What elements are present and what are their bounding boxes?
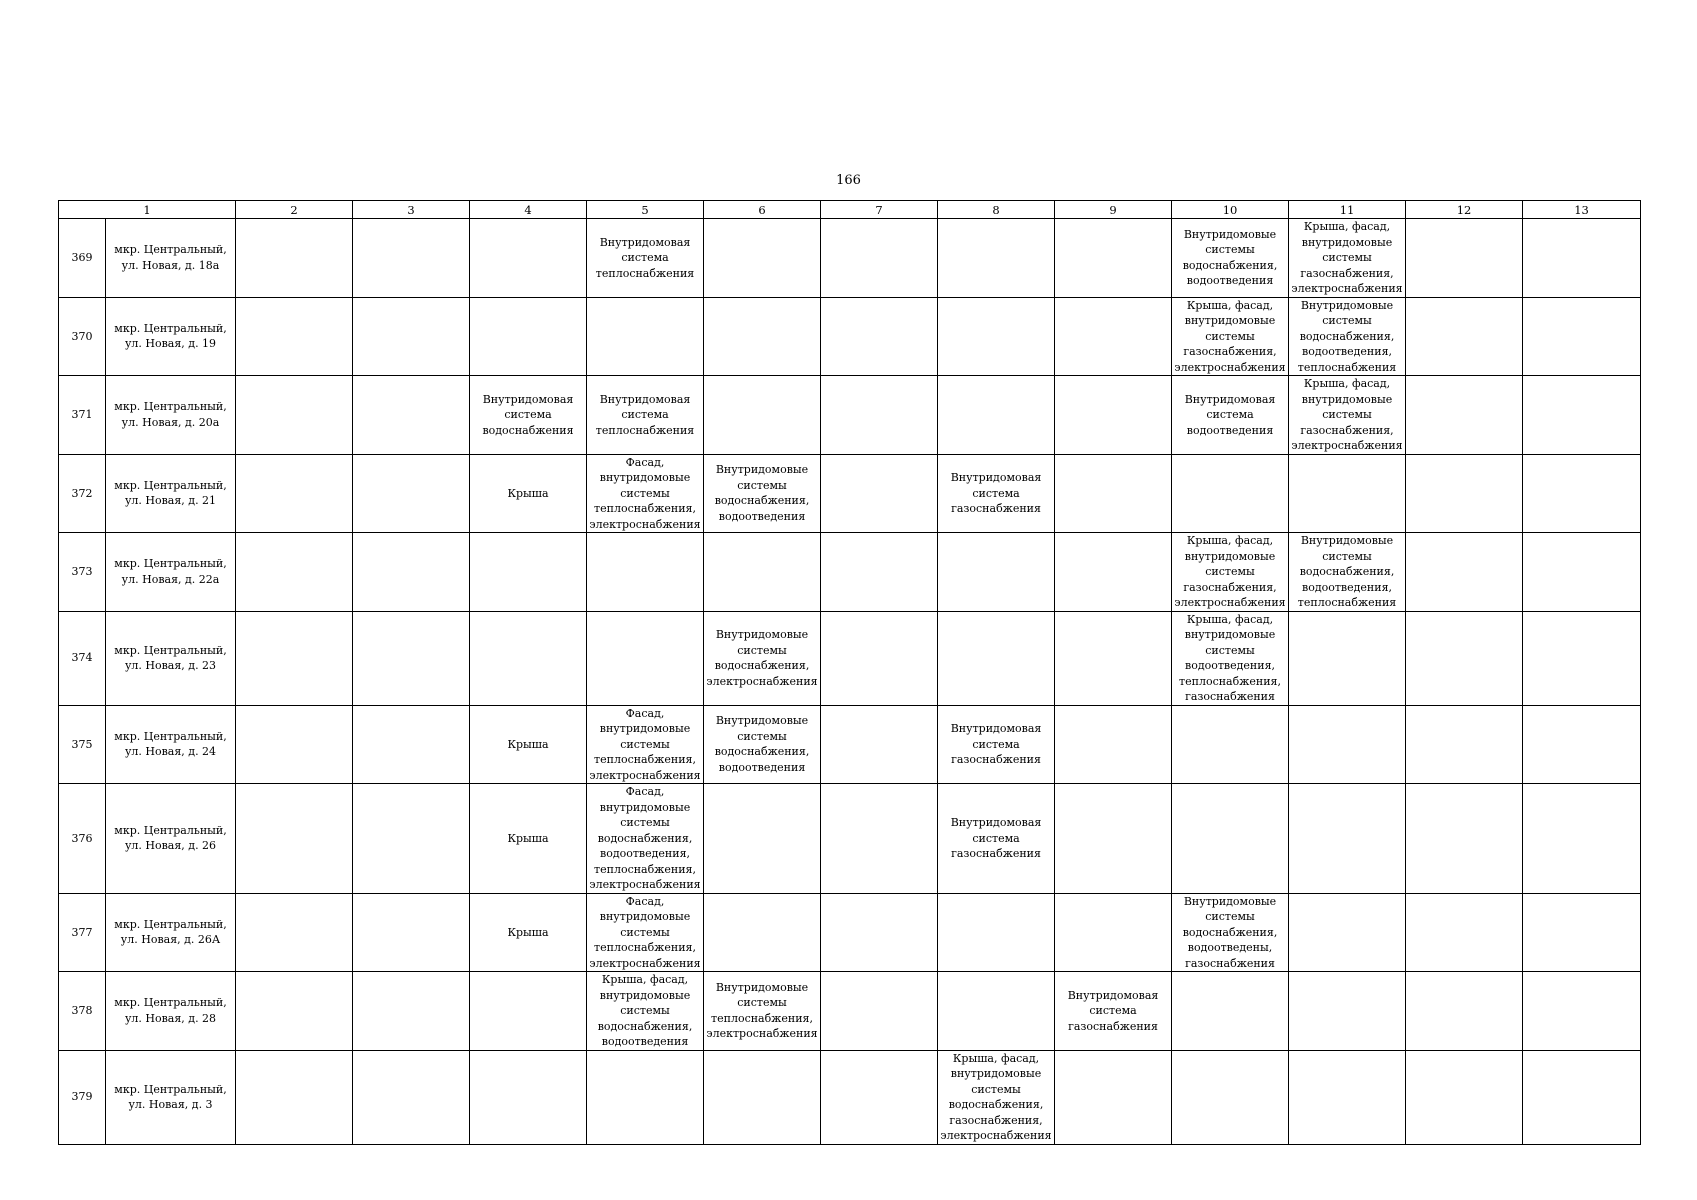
work-cell-col-12 [1406,297,1523,376]
empty-cell [353,705,470,784]
work-cell-col-9 [1055,1050,1172,1144]
work-cell-col-7 [821,893,938,972]
table-row [59,219,1641,298]
work-cell-col-10: Внутридомовая система водоотведения [1172,376,1289,455]
header-row [59,201,1641,219]
work-cell-col-7 [821,972,938,1051]
column-header: 11 [1289,201,1406,219]
row-number: 376 [59,784,106,894]
address-cell: мкр. Центральный, ул. Новая, д. 3 [106,1050,236,1144]
address-cell: мкр. Центральный, ул. Новая, д. 20а [106,376,236,455]
work-cell-col-5 [587,611,704,705]
empty-cell [236,533,353,612]
work-cell-col-11 [1289,454,1406,533]
work-cell-col-7 [821,297,938,376]
row-number: 375 [59,705,106,784]
column-header: 5 [587,201,704,219]
work-cell-col-6 [704,376,821,455]
work-cell-col-13 [1523,611,1641,705]
work-cell-col-10: Крыша, фасад, внутридомовые системы газоснабжения, электроснабжения [1172,297,1289,376]
work-cell-col-5 [587,297,704,376]
row-number: 378 [59,972,106,1051]
work-cell-col-11 [1289,893,1406,972]
work-cell-col-8 [938,893,1055,972]
work-cell-col-8 [938,219,1055,298]
work-cell-col-7 [821,533,938,612]
work-cell-col-8 [938,611,1055,705]
work-cell-col-9 [1055,376,1172,455]
empty-cell [353,219,470,298]
empty-cell [353,784,470,894]
empty-cell [236,705,353,784]
work-cell-col-4 [470,1050,587,1144]
column-header: 8 [938,201,1055,219]
work-cell-col-5: Фасад, внутридомовые системы теплоснабжения, электроснабжения [587,705,704,784]
work-cell-col-9 [1055,533,1172,612]
table-row [59,893,1641,972]
work-cell-col-9 [1055,454,1172,533]
column-header: 6 [704,201,821,219]
empty-cell [236,454,353,533]
work-cell-col-10: Крыша, фасад, внутридомовые системы водоотведения, теплоснабжения, газоснабжения [1172,611,1289,705]
table-row [59,972,1641,1051]
empty-cell [236,893,353,972]
work-cell-col-4: Крыша [470,893,587,972]
work-cell-col-12 [1406,376,1523,455]
work-cell-col-7 [821,376,938,455]
work-cell-col-4 [470,297,587,376]
work-cell-col-10: Крыша, фасад, внутридомовые системы газоснабжения, электроснабжения [1172,533,1289,612]
empty-cell [353,611,470,705]
column-header: 3 [353,201,470,219]
work-cell-col-13 [1523,893,1641,972]
address-cell: мкр. Центральный, ул. Новая, д. 28 [106,972,236,1051]
work-cell-col-8 [938,376,1055,455]
work-cell-col-12 [1406,219,1523,298]
work-cell-col-11: Крыша, фасад, внутридомовые системы газоснабжения, электроснабжения [1289,376,1406,455]
work-cell-col-9 [1055,784,1172,894]
row-number: 372 [59,454,106,533]
column-header: 1 [59,201,236,219]
table-row [59,784,1641,894]
work-cell-col-8 [938,972,1055,1051]
work-cell-col-13 [1523,297,1641,376]
table-row [59,533,1641,612]
work-cell-col-10 [1172,705,1289,784]
work-cell-col-9 [1055,297,1172,376]
work-cell-col-11: Крыша, фасад, внутридомовые системы газоснабжения, электроснабжения [1289,219,1406,298]
work-cell-col-4 [470,219,587,298]
work-cell-col-11 [1289,784,1406,894]
row-number: 377 [59,893,106,972]
work-cell-col-8: Внутридомовая система газоснабжения [938,454,1055,533]
address-cell: мкр. Центральный, ул. Новая, д. 26А [106,893,236,972]
work-cell-col-12 [1406,705,1523,784]
work-cell-col-4: Крыша [470,454,587,533]
work-cell-col-7 [821,454,938,533]
table-row [59,454,1641,533]
empty-cell [236,611,353,705]
work-cell-col-12 [1406,454,1523,533]
work-cell-col-4: Крыша [470,784,587,894]
work-cell-col-9 [1055,705,1172,784]
address-cell: мкр. Центральный, ул. Новая, д. 24 [106,705,236,784]
work-cell-col-13 [1523,972,1641,1051]
work-cell-col-6 [704,297,821,376]
table-row [59,376,1641,455]
page-number: 166 [836,173,861,188]
work-cell-col-9 [1055,611,1172,705]
empty-cell [236,297,353,376]
work-cell-col-9: Внутридомовая система газоснабжения [1055,972,1172,1051]
work-cell-col-8: Внутридомовая система газоснабжения [938,705,1055,784]
work-cell-col-5: Фасад, внутридомовые системы водоснабжения, водоотведения, теплоснабжения, электроснабжения [587,784,704,894]
work-cell-col-10 [1172,454,1289,533]
work-cell-col-13 [1523,533,1641,612]
empty-cell [353,893,470,972]
address-cell: мкр. Центральный, ул. Новая, д. 26 [106,784,236,894]
work-cell-col-13 [1523,376,1641,455]
empty-cell [236,972,353,1051]
row-number: 370 [59,297,106,376]
work-cell-col-6: Внутридомовые системы водоснабжения, водоотведения [704,454,821,533]
work-cell-col-11 [1289,705,1406,784]
work-cell-col-9 [1055,893,1172,972]
column-header: 12 [1406,201,1523,219]
work-cell-col-12 [1406,533,1523,612]
work-cell-col-5: Фасад, внутридомовые системы теплоснабжения, электроснабжения [587,454,704,533]
row-number: 371 [59,376,106,455]
empty-cell [353,1050,470,1144]
work-cell-col-8: Крыша, фасад, внутридомовые системы водоснабжения, газоснабжения, электроснабжения [938,1050,1055,1144]
address-cell: мкр. Центральный, ул. Новая, д. 22а [106,533,236,612]
empty-cell [236,1050,353,1144]
empty-cell [353,972,470,1051]
work-cell-col-10: Внутридомовые системы водоснабжения, водоотведены, газоснабжения [1172,893,1289,972]
work-cell-col-4 [470,533,587,612]
work-cell-col-6: Внутридомовые системы теплоснабжения, электроснабжения [704,972,821,1051]
work-cell-col-5: Крыша, фасад, внутридомовые системы водоснабжения, водоотведения [587,972,704,1051]
work-cell-col-10 [1172,1050,1289,1144]
work-cell-col-9 [1055,219,1172,298]
work-cell-col-5: Внутридомовая система теплоснабжения [587,219,704,298]
column-header: 2 [236,201,353,219]
row-number: 374 [59,611,106,705]
work-cell-col-10: Внутридомовые системы водоснабжения, водоотведения [1172,219,1289,298]
empty-cell [353,454,470,533]
work-cell-col-6 [704,533,821,612]
work-cell-col-12 [1406,611,1523,705]
address-cell: мкр. Центральный, ул. Новая, д. 18а [106,219,236,298]
work-cell-col-8 [938,297,1055,376]
work-cell-col-6 [704,784,821,894]
work-cell-col-4 [470,611,587,705]
work-cell-col-7 [821,705,938,784]
work-cell-col-12 [1406,893,1523,972]
work-cell-col-7 [821,784,938,894]
empty-cell [353,376,470,455]
work-cell-col-10 [1172,784,1289,894]
table-row [59,611,1641,705]
work-cell-col-13 [1523,1050,1641,1144]
work-cell-col-4 [470,972,587,1051]
empty-cell [236,376,353,455]
work-cell-col-10 [1172,972,1289,1051]
work-cell-col-5 [587,533,704,612]
work-cell-col-7 [821,1050,938,1144]
row-number: 373 [59,533,106,612]
work-cell-col-13 [1523,219,1641,298]
work-cell-col-8: Внутридомовая система газоснабжения [938,784,1055,894]
row-number: 369 [59,219,106,298]
work-cell-col-13 [1523,454,1641,533]
work-cell-col-5: Внутридомовая система теплоснабжения [587,376,704,455]
column-header: 7 [821,201,938,219]
work-cell-col-13 [1523,784,1641,894]
work-cell-col-5 [587,1050,704,1144]
address-cell: мкр. Центральный, ул. Новая, д. 19 [106,297,236,376]
work-cell-col-8 [938,533,1055,612]
work-cell-col-5: Фасад, внутридомовые системы теплоснабжения, электроснабжения [587,893,704,972]
empty-cell [236,219,353,298]
empty-cell [236,784,353,894]
work-cell-col-11 [1289,1050,1406,1144]
work-cell-col-13 [1523,705,1641,784]
empty-cell [353,533,470,612]
work-cell-col-11 [1289,972,1406,1051]
work-cell-col-6: Внутридомовые системы водоснабжения, электроснабжения [704,611,821,705]
table-row [59,297,1641,376]
empty-cell [353,297,470,376]
work-cell-col-6 [704,219,821,298]
work-cell-col-12 [1406,972,1523,1051]
work-cell-col-4: Внутридомовая система водоснабжения [470,376,587,455]
column-header: 10 [1172,201,1289,219]
work-cell-col-6 [704,1050,821,1144]
work-cell-col-6 [704,893,821,972]
work-cell-col-7 [821,611,938,705]
work-cell-col-6: Внутридомовые системы водоснабжения, водоотведения [704,705,821,784]
work-cell-col-11: Внутридомовые системы водоснабжения, водоотведения, теплоснабжения [1289,297,1406,376]
column-header: 9 [1055,201,1172,219]
work-cell-col-11 [1289,611,1406,705]
work-cell-col-12 [1406,1050,1523,1144]
table-row [59,1050,1641,1144]
address-cell: мкр. Центральный, ул. Новая, д. 23 [106,611,236,705]
work-cell-col-7 [821,219,938,298]
work-cell-col-11: Внутридомовые системы водоснабжения, водоотведения, теплоснабжения [1289,533,1406,612]
address-cell: мкр. Центральный, ул. Новая, д. 21 [106,454,236,533]
capital-repair-table [58,200,1641,1145]
column-header: 13 [1523,201,1641,219]
work-cell-col-4: Крыша [470,705,587,784]
row-number: 379 [59,1050,106,1144]
table-row [59,705,1641,784]
work-cell-col-12 [1406,784,1523,894]
column-header: 4 [470,201,587,219]
